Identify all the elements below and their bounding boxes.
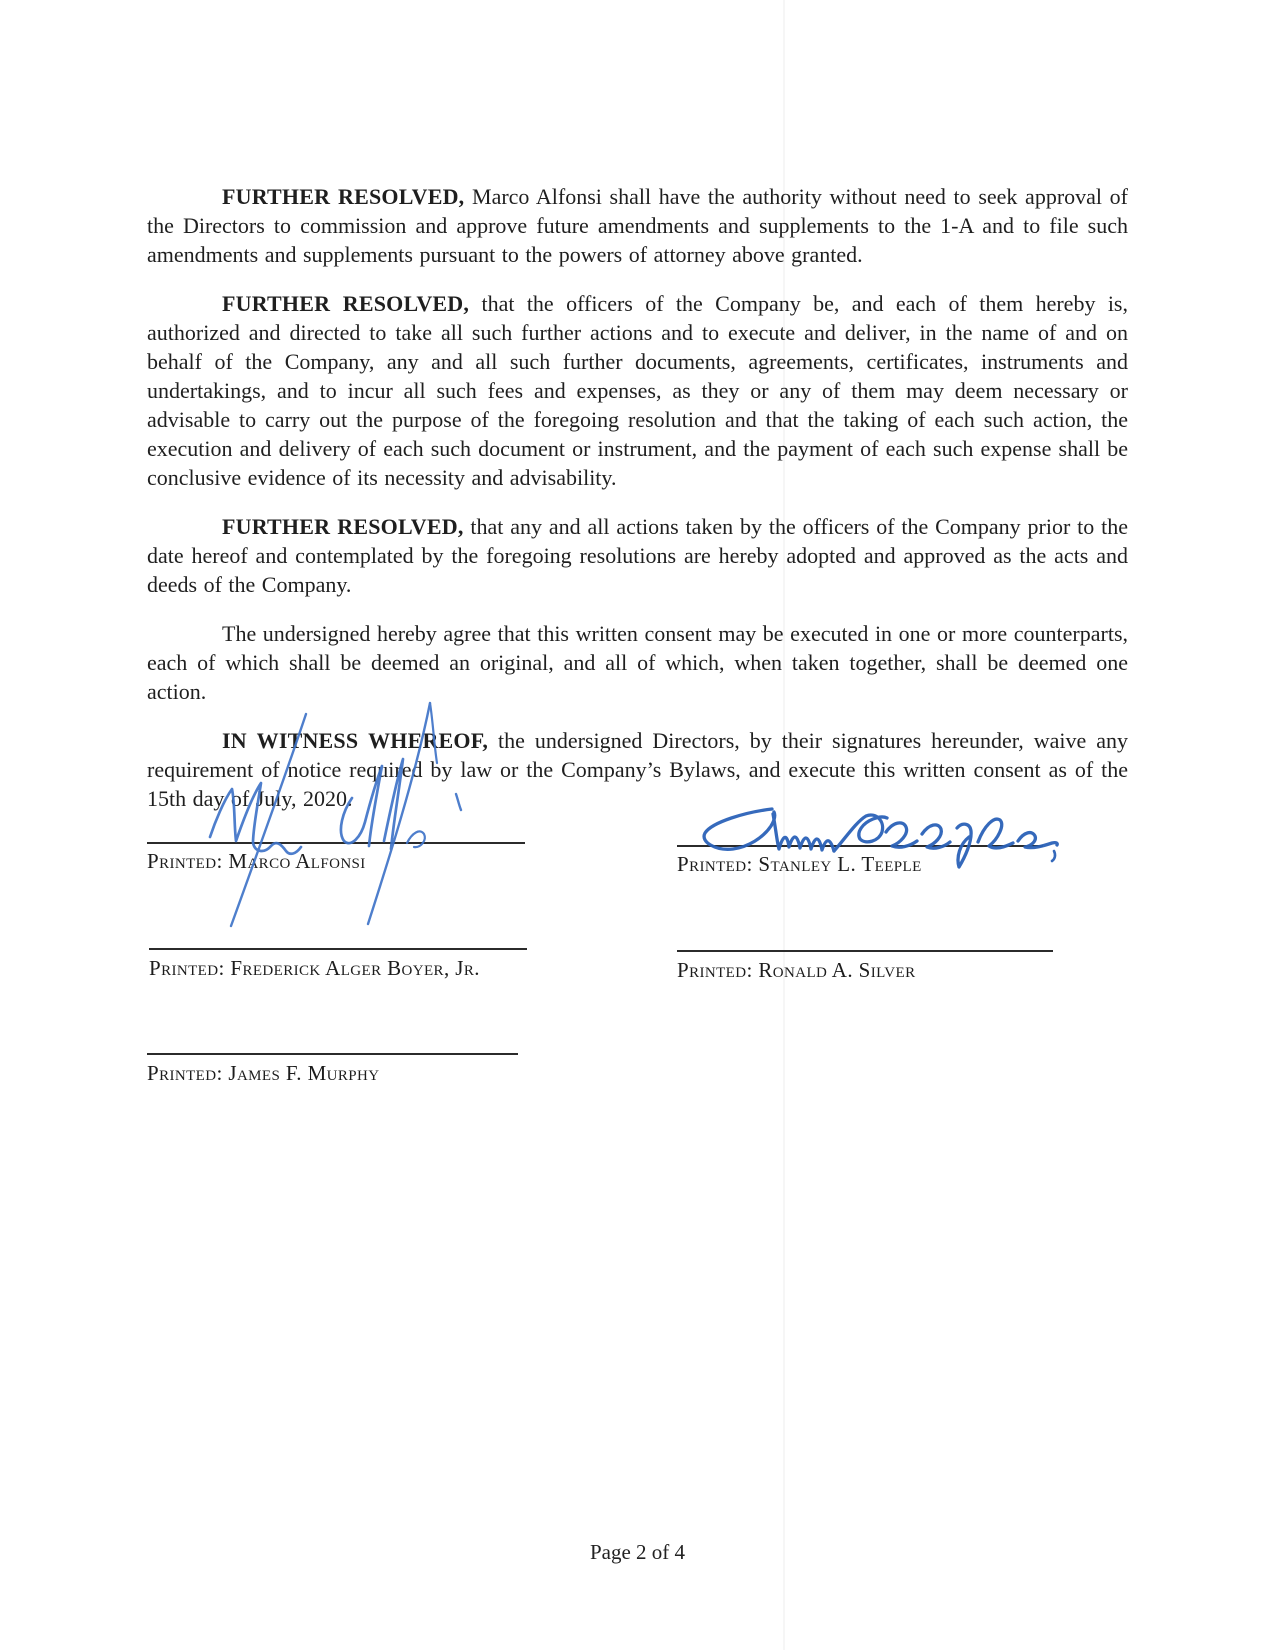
document-body xyxy=(147,182,1128,833)
signer-name: Frederick Alger Boyer, Jr. xyxy=(230,956,480,980)
signer-name: James F. Murphy xyxy=(228,1061,380,1085)
paragraph-text: that any and all actions taken by the officers of the Company prior to the date hereof and contemplated by the foregoing resolutions are hereby adopted and approved as the acts and deeds of the Company. xyxy=(147,514,1128,597)
signer-name: Stanley L. Teeple xyxy=(758,852,922,876)
paragraph-lead: FURTHER RESOLVED, xyxy=(222,184,465,209)
signature-line-stanley-teeple xyxy=(677,845,1043,847)
paragraph-lead: FURTHER RESOLVED, xyxy=(222,514,464,539)
signer-name: Ronald A. Silver xyxy=(758,958,916,982)
signature-line-james-murphy xyxy=(147,1053,518,1055)
paragraph-text: the undersigned Directors, by their signatures hereunder, waive any requirement of notice required by law or the Company’s Bylaws, and execute this written consent as of the 15th day of July, 2020. xyxy=(147,728,1128,811)
printed-name-james-murphy xyxy=(147,1061,380,1086)
signer-name: Marco Alfonsi xyxy=(228,849,366,873)
paragraph-further-resolved-3 xyxy=(147,512,1128,599)
printed-label: Printed: xyxy=(147,1061,223,1085)
page-number: Page 2 of 4 xyxy=(589,1540,686,1564)
printed-label: Printed: xyxy=(677,958,753,982)
printed-name-stanley-teeple xyxy=(677,852,922,877)
printed-name-ronald-silver xyxy=(677,958,916,983)
paragraph-text: that the officers of the Company be, and each of them hereby is, authorized and directed to take all such further actions and to execute and deliver, in the name of and on behalf of the Company, any and all such further documents, agreements, certificates, instruments and undertakings, and to incur all such fees and expenses, as they or any of them may deem necessary or advisable to carry out the purpose of the foregoing resolution and that the taking of each such action, the execution and delivery of each such document or instrument, and the payment of each such expense shall be conclusive evidence of its necessity and advisability. xyxy=(147,291,1128,490)
signature-line-marco-alfonsi xyxy=(147,842,525,844)
printed-label: Printed: xyxy=(147,849,223,873)
printed-label: Printed: xyxy=(149,956,225,980)
paragraph-counterparts xyxy=(147,619,1128,706)
paragraph-text: The undersigned hereby agree that this written consent may be executed in one or more counterparts, each of which shall be deemed an original, and all of which, when taken together, shall be deemed one action. xyxy=(147,621,1128,704)
signature-line-frederick-boyer xyxy=(149,948,527,950)
printed-name-marco-alfonsi xyxy=(147,849,366,874)
printed-name-frederick-boyer xyxy=(149,956,480,981)
paragraph-text: Marco Alfonsi shall have the authority without need to seek approval of the Directors to commission and approve future amendments and supplements to the 1-A and to file such amendments and supplements pursuant to the powers of attorney above granted. xyxy=(147,184,1129,267)
paragraph-lead: FURTHER RESOLVED, xyxy=(222,291,470,316)
paragraph-further-resolved-1 xyxy=(147,182,1128,269)
printed-label: Printed: xyxy=(677,852,753,876)
paragraph-in-witness-whereof xyxy=(147,726,1128,813)
signature-line-ronald-silver xyxy=(677,950,1053,952)
paragraph-lead: IN WITNESS WHEREOF, xyxy=(222,728,489,753)
paragraph-further-resolved-2 xyxy=(147,289,1128,492)
